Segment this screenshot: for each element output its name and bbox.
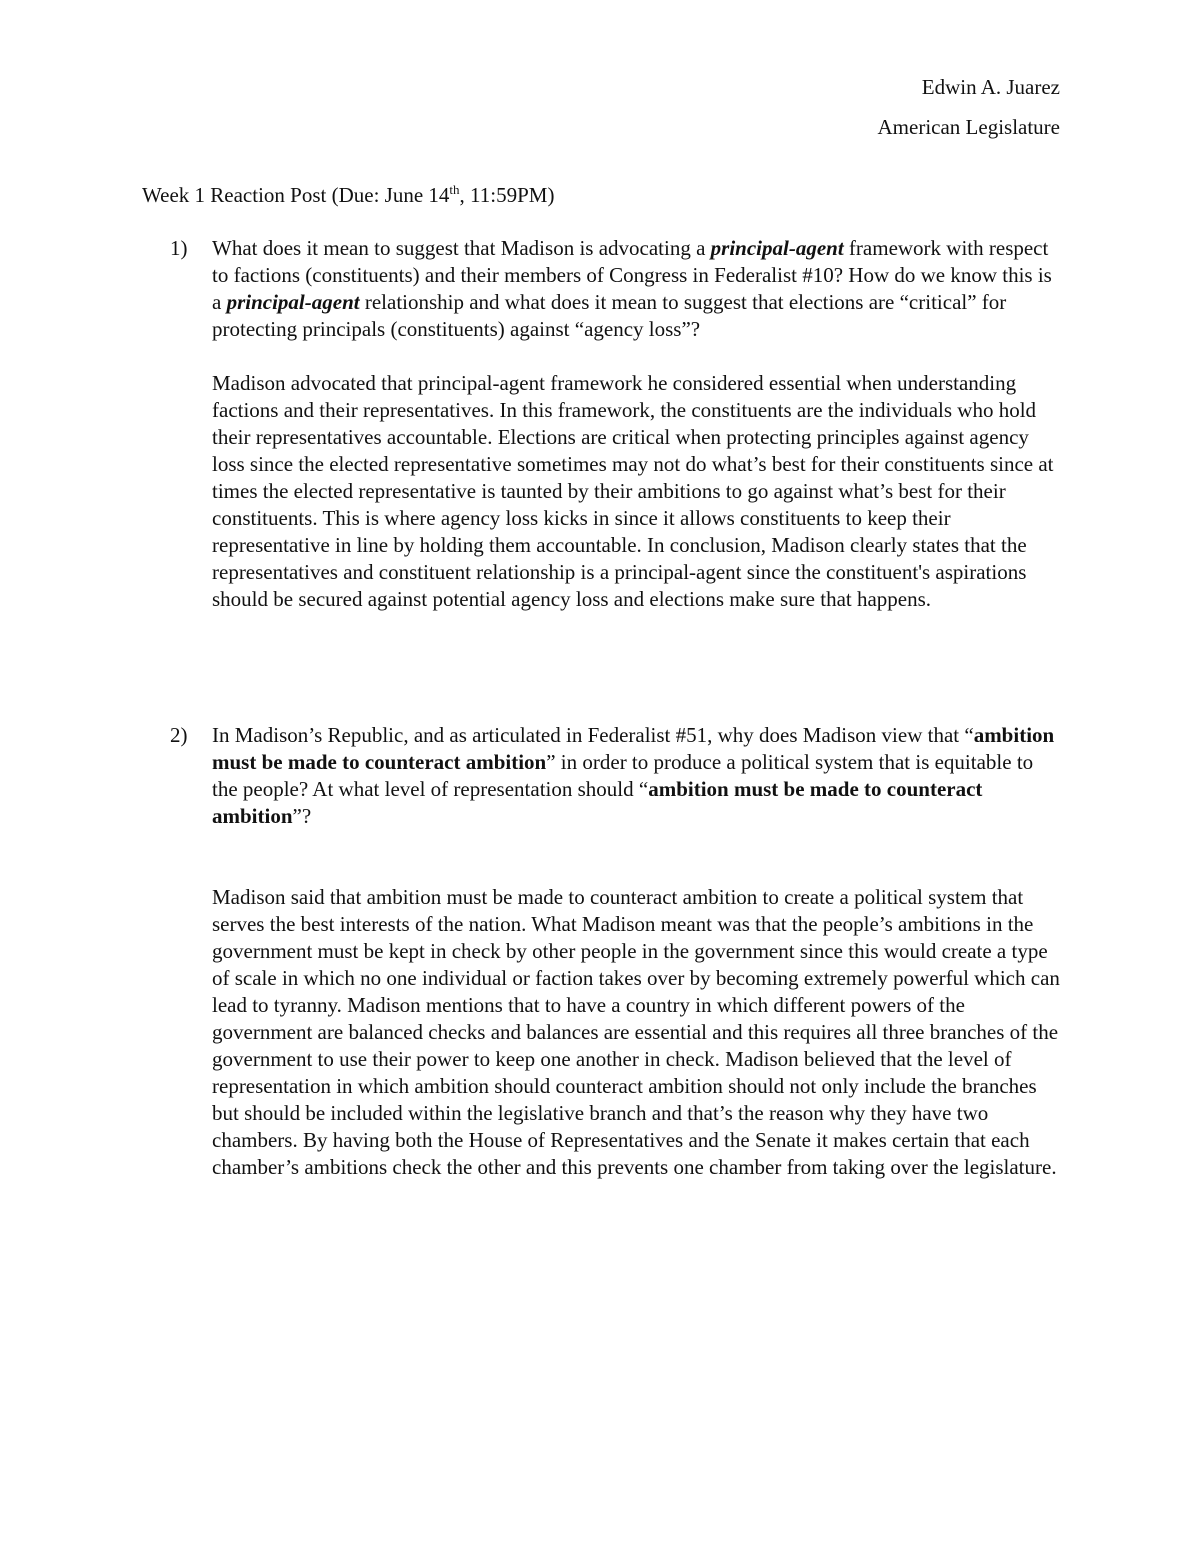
assignment-title (142, 182, 554, 208)
q1-text-3: relationship and what does it mean to suggest that elections are “critical” for protecting principals (constituents) against “agency loss”? (212, 290, 1007, 341)
q2-text-1: In Madison’s Republic, and as articulated in Federalist #51, why does Madison view that “ (212, 723, 974, 747)
answer-2 (212, 884, 1062, 1181)
q2-emphasis-1: ambition must be made to counteract ambition (212, 723, 1055, 774)
q1-text-1: What does it mean to suggest that Madison is advocating a (212, 236, 711, 260)
title-superscript: th (449, 182, 460, 197)
author-name: Edwin A. Juarez (921, 75, 1060, 99)
title-prefix: Week 1 Reaction Post (Due: June 14 (142, 183, 450, 207)
q1-emphasis-1: principal-agent (710, 236, 844, 260)
question-1 (212, 235, 1062, 343)
question-1-number: 1) (170, 236, 188, 260)
q2-emphasis-2: ambition must be made to counteract ambition (212, 777, 983, 828)
question-2-text (212, 722, 1062, 830)
q2-text-3: ”? (292, 804, 312, 828)
question-2-number: 2) (170, 723, 188, 747)
q1-emphasis-2: principal-agent (226, 290, 360, 314)
q2-text-2: ” in order to produce a political system that is equitable to the people? At what level of representation should “ (212, 750, 1034, 801)
question-2 (212, 722, 1062, 830)
q1-text-2: framework with respect to factions (constituents) and their members of Congress in Federalist #10? How do we know this is a (212, 236, 1052, 314)
title-suffix: , 11:59PM) (459, 183, 555, 207)
question-1-text (212, 235, 1062, 343)
answer-1-text: Madison advocated that principal-agent framework he considered essential when understanding factions and their representatives. In this framework, the constituents are the individuals who hold their representatives accountable. Elections are critical when protecting principles against agency loss since the elected representative sometimes may not do what’s best for their constituents since at times the elected representative is taunted by their ambitions to go against what’s best for their constituents. This is where agency loss kicks in since it allows constituents to keep their representative in line by holding them accountable. In conclusion, Madison clearly states that the representatives and constituent relationship is a principal-agent since the constituent's aspirations should be secured against potential agency loss and elections make sure that happens. (212, 371, 1054, 611)
answer-1 (212, 370, 1062, 613)
answer-2-text: Madison said that ambition must be made to counteract ambition to create a political system that serves the best interests of the nation. What Madison meant was that the people’s ambitions in the government must be kept in check by other people in the government since this would create a type of scale in which no one individual or faction takes over by becoming extremely powerful which can lead to tyranny. Madison mentions that to have a country in which different powers of the government are balanced checks and balances are essential and this requires all three branches of the government to use their power to keep one another in check. Madison believed that the level of representation in which ambition should counteract ambition should not only include the branches but should be included within the legislative branch and that’s the reason why they have two chambers. By having both the House of Representatives and the Senate it makes certain that each chamber’s ambitions check the other and this prevents one chamber from taking over the legislature. (212, 885, 1060, 1179)
course-name: American Legislature (877, 115, 1060, 139)
